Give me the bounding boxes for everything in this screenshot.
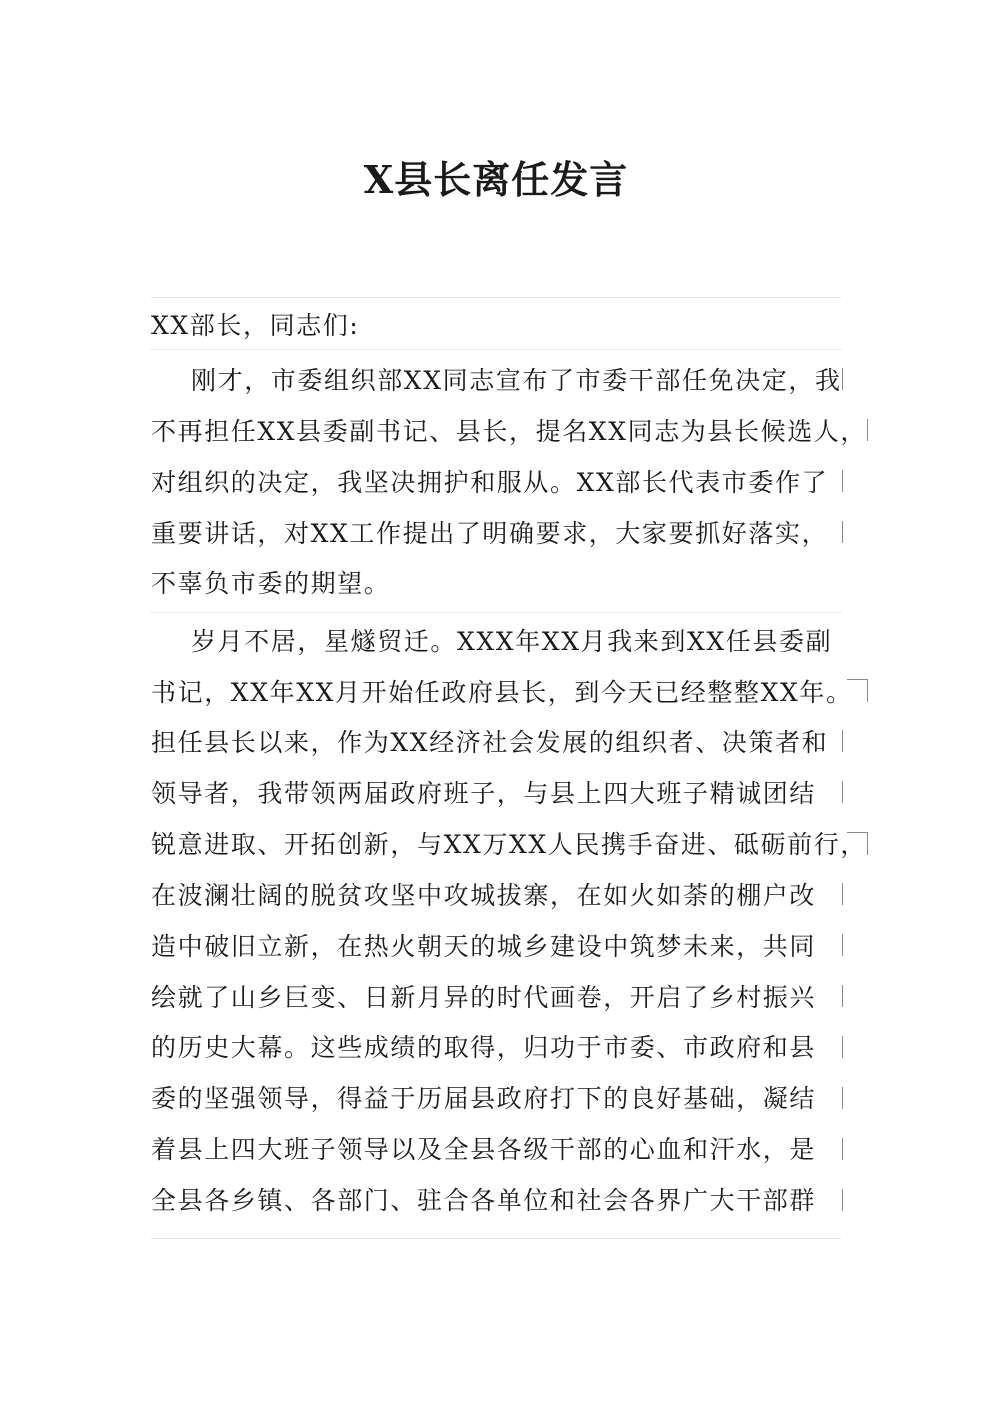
line-end-marker <box>842 1036 843 1058</box>
paragraph-line: 不再担任XX县委副书记、县长，提名XX同志为县长候选人， <box>151 417 867 446</box>
line-end-marker <box>847 832 868 855</box>
paragraph-line: 重要讲话，对XX工作提出了明确要求，大家要抓好落实， <box>151 519 829 548</box>
paragraph-line: 锐意进取、开拓创新，与XX万XX人民携手奋进、砥砺前行， <box>151 830 867 859</box>
paragraph-line: 委的坚强领导，得益于历届县政府打下的良好基础，凝结 <box>151 1084 817 1113</box>
line-end-marker <box>842 985 843 1007</box>
line-end-marker <box>842 470 843 492</box>
line-end-marker <box>842 883 843 905</box>
paragraph-line: 不辜负市委的期望。 <box>151 569 391 598</box>
line-end-marker <box>842 1189 843 1211</box>
salutation: XX部长，同志们: <box>151 311 360 340</box>
line-end-marker <box>842 934 843 956</box>
paragraph-line: 全县各乡镇、各部门、驻合各单位和社会各界广大干部群 <box>151 1186 817 1215</box>
line-end-marker <box>842 521 843 543</box>
text-area <box>151 297 867 1239</box>
paragraph-line: 着县上四大班子领导以及全县各级干部的心血和汗水，是 <box>151 1135 817 1164</box>
paragraph-separator <box>151 612 841 613</box>
paragraph-line: 的历史大幕。这些成绩的取得，归功于市委、市政府和县 <box>151 1033 817 1062</box>
line-end-marker <box>867 419 868 441</box>
paragraph-line: 刚才，市委组织部XX同志宣布了市委干部任免决定，我 <box>191 366 842 395</box>
paragraph-separator <box>151 349 841 350</box>
paragraph-line: 领导者，我带领两届政府班子，与县上四大班子精诚团结 <box>151 779 817 808</box>
line-end-marker <box>842 368 843 390</box>
line-end-marker <box>847 679 868 702</box>
paragraph-line: 在波澜壮阔的脱贫攻坚中攻城拔寨，在如火如荼的棚户改 <box>151 881 817 910</box>
document-title: X县长离任发言 <box>363 157 629 202</box>
line-end-marker <box>842 730 843 752</box>
line-end-marker <box>842 1138 843 1160</box>
paragraph-line: 对组织的决定，我坚决拥护和服从。XX部长代表市委作了 <box>151 468 829 497</box>
line-end-marker <box>842 781 843 803</box>
paragraph-line: 书记，XX年XX月开始任政府县长，到今天已经整整XX年。 <box>151 678 853 707</box>
paragraph-line: 担任县长以来，作为XX经济社会发展的组织者、决策者和 <box>151 728 829 757</box>
paragraph-line: 造中破旧立新，在热火朝天的城乡建设中筑梦未来，共同 <box>151 932 817 961</box>
paragraph-line: 岁月不居，星燧贸迁。XXX年XX月我来到XX任县委副 <box>191 627 833 656</box>
line-end-marker <box>842 1087 843 1109</box>
paragraph-line: 绘就了山乡巨变、日新月异的时代画卷，开启了乡村振兴 <box>151 983 817 1012</box>
